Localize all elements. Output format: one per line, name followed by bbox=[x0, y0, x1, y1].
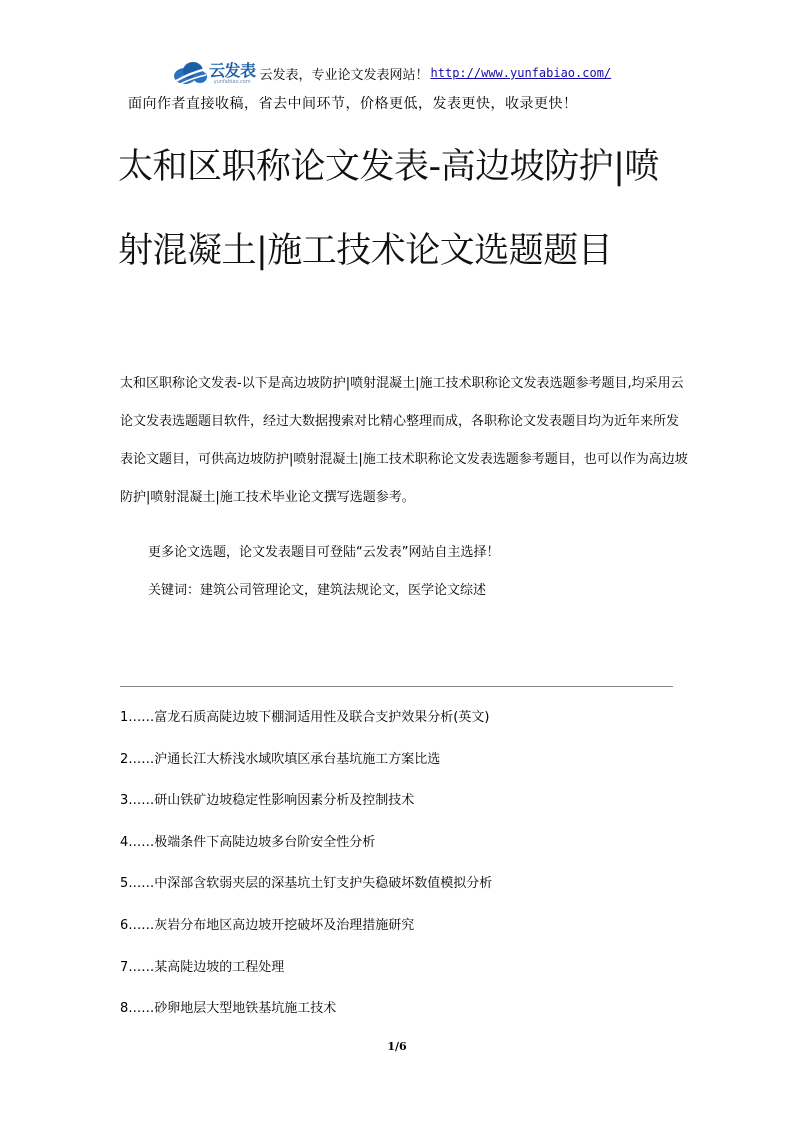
topic-item: 7……某高陡边坡的工程处理 bbox=[120, 959, 285, 975]
cloud-icon bbox=[172, 59, 208, 87]
header-brand-row bbox=[172, 58, 611, 88]
logo-domain: yunfabiao.com bbox=[213, 78, 251, 85]
topic-item: 4……极端条件下高陡边坡多台阶安全性分析 bbox=[120, 834, 376, 850]
topic-item: 5……中深部含软弱夹层的深基坑土钉支护失稳破坏数值模拟分析 bbox=[120, 876, 493, 892]
intro-text: 太和区职称论文发表-以下是高边坡防护|喷射混凝土|施工技术职称论文发表选题参考题目,均采用云论文发表选题题目软件，经过大数据搜索对比精心整理而成，各职称论文发表题目均为近年来所发表论文题目，可供高边坡防护|喷射混凝土|施工技术职称论文发表选题参考题目，也可以作为高边坡防护|喷射混凝土|施工技术毕业论文撰写选题参考。 bbox=[120, 376, 688, 505]
keywords-line: 关键词：建筑公司管理论文，建筑法规论文，医学论文综述 bbox=[148, 583, 487, 598]
topic-item: 8……砂卵地层大型地铁基坑施工技术 bbox=[120, 1001, 337, 1017]
topic-item: 1……富龙石质高陡边坡下棚洞适用性及联合支护效果分析(英文) bbox=[120, 710, 490, 725]
site-logo[interactable] bbox=[172, 59, 256, 87]
topic-list bbox=[120, 700, 680, 1033]
more-topics-note: 更多论文选题，论文发表题目可登陆“云发表”网站自主选择！ bbox=[148, 545, 500, 560]
site-url-link[interactable]: http://www.yunfabiao.com/ bbox=[430, 66, 612, 80]
logo-word: 云发表 bbox=[209, 60, 256, 80]
page-indicator: 1/6 bbox=[387, 1040, 407, 1053]
topic-item: 2……沪通长江大桥浅水域吹填区承台基坑施工方案比选 bbox=[120, 751, 441, 767]
site-tagline: 云发表，专业论文发表网站！ bbox=[259, 67, 429, 83]
topic-item: 6……灰岩分布地区高边坡开挖破坏及治理措施研究 bbox=[120, 917, 415, 933]
topic-item: 3……研山铁矿边坡稳定性影响因素分析及控制技术 bbox=[120, 793, 415, 809]
header-slogan: 面向作者直接收稿，省去中间环节，价格更低，发表更快，收录更快！ bbox=[128, 96, 578, 112]
intro-paragraph bbox=[120, 365, 688, 517]
section-divider bbox=[120, 686, 673, 687]
document-title: 太和区职称论文发表-高边坡防护|喷射混凝土|施工技术论文选题题目 bbox=[118, 147, 659, 271]
logo-text bbox=[209, 62, 256, 85]
